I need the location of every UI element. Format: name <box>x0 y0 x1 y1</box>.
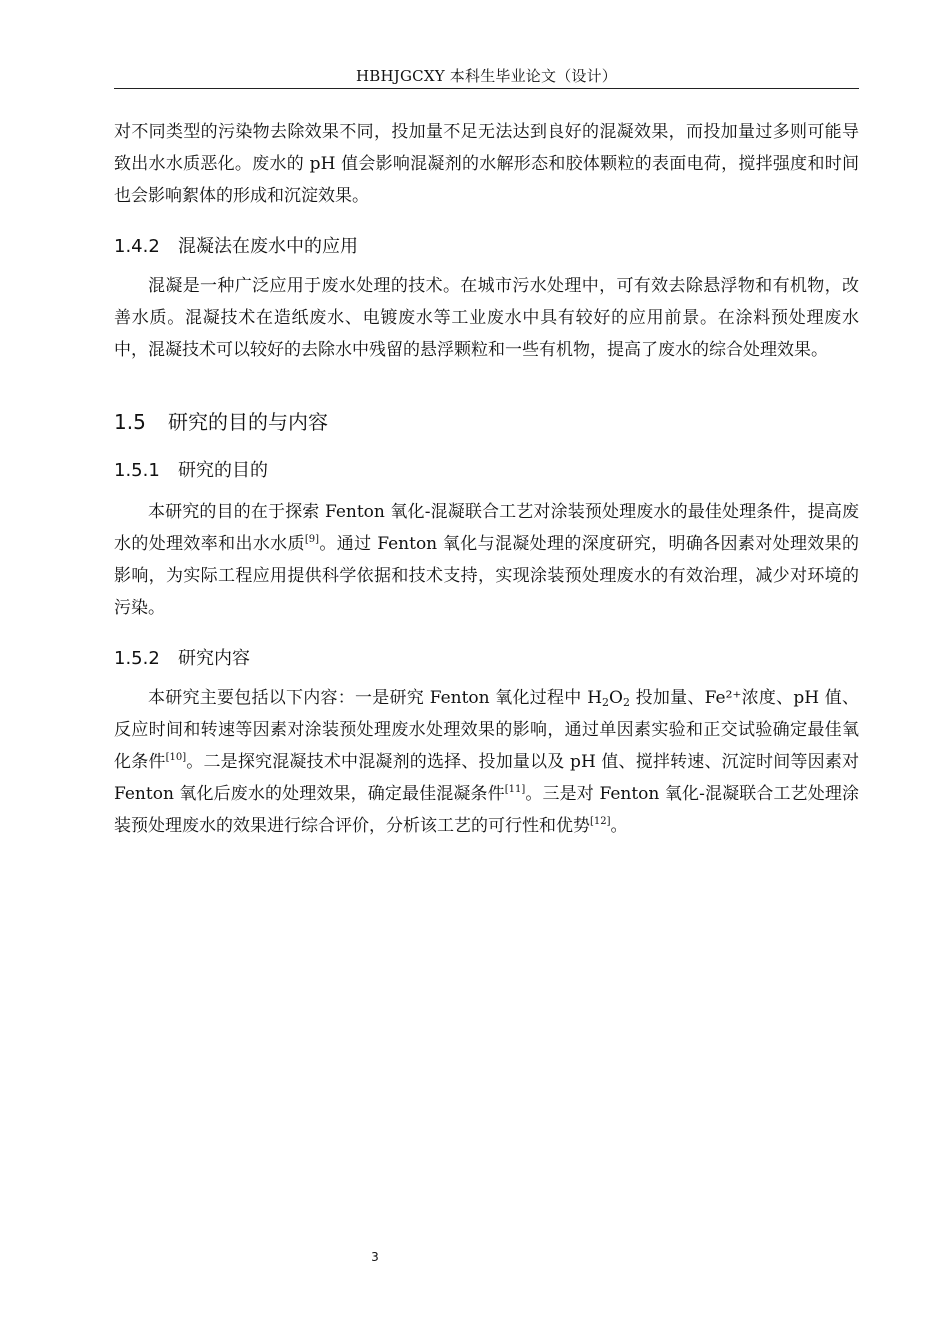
section-title: 混凝法在废水中的应用 <box>178 236 358 257</box>
section-number: 1.5 <box>114 410 146 434</box>
section-number: 1.5.2 <box>114 648 160 669</box>
section-title: 研究内容 <box>178 648 250 669</box>
section-heading-1-5-1 <box>114 456 859 486</box>
paragraph-coagulation-factors: 对不同类型的污染物去除效果不同，投加量不足无法达到良好的混凝效果，而投加量过多则可能导致出水水质恶化。废水的 pH 值会影响混凝剂的水解形态和胶体颗粒的表面电荷，搅拌强度和时间也会影响絮体的形成和沉淀效果。 <box>114 122 859 206</box>
paragraph-research-content <box>114 682 859 842</box>
section-heading-1-5 <box>114 406 859 438</box>
paragraph-research-purpose <box>114 496 859 624</box>
section-title: 研究的目的与内容 <box>168 410 328 434</box>
subscript: 2 <box>602 696 610 709</box>
text-run: O <box>609 688 623 708</box>
text-run: 。 <box>610 816 628 836</box>
text-run: 。通过 Fenton 氧化与混凝处理的深度研究，明确各因素对处理效果的影响，为实际工程应用提供科学依据和技术支持，实现涂装预处理废水的有效治理，减少对环境的污染。 <box>114 534 859 618</box>
section-heading-1-5-2 <box>114 644 859 674</box>
section-title: 研究的目的 <box>178 460 268 481</box>
text-run: 本研究主要包括以下内容：一是研究 Fenton 氧化过程中 H <box>148 688 603 708</box>
header-title: HBHJGCXY 本科生毕业论文（设计） <box>355 67 617 85</box>
paragraph-coagulation-applications: 混凝是一种广泛应用于废水处理的技术。在城市污水处理中，可有效去除悬浮物和有机物，改善水质。混凝技术在造纸废水、电镀废水等工业废水中具有较好的应用前景。在涂料预处理废水中，混凝技术可以较好的去除水中残留的悬浮颗粒和一些有机物，提高了废水的综合处理效果。 <box>114 276 859 360</box>
text-run: 。三是对 Fenton 氧化-混凝联合工艺处理涂装预处理废水的效果进行综合评价，分析该工艺的可行性和优势 <box>114 784 859 836</box>
citation-ref: [11] <box>504 784 526 795</box>
citation-ref: [12] <box>590 816 611 827</box>
page-content <box>114 116 859 842</box>
citation-ref: [9] <box>304 534 320 545</box>
text-run: 本研究的目的在于探索 Fenton 氧化-混凝联合工艺对涂装预处理废水的最佳处理条件，提高废水的处理效率和出水水质 <box>114 502 859 554</box>
section-heading-1-4-2 <box>114 232 859 262</box>
subscript: 2 <box>622 696 630 709</box>
section-number: 1.5.1 <box>114 460 160 481</box>
page-number: 3 <box>371 1250 379 1264</box>
section-number: 1.4.2 <box>114 236 160 257</box>
text-run: 投加量、Fe²⁺浓度、pH 值、反应时间和转速等因素对涂装预处理废水处理效果的影响，通过单因素实验和正交试验确定最佳氧化条件 <box>114 688 859 772</box>
page-header <box>114 66 859 89</box>
citation-ref: [10] <box>165 752 187 763</box>
text-run: 。二是探究混凝技术中混凝剂的选择、投加量以及 pH 值、搅拌转速、沉淀时间等因素对 Fenton 氧化后废水的处理效果，确定最佳混凝条件 <box>114 752 860 804</box>
